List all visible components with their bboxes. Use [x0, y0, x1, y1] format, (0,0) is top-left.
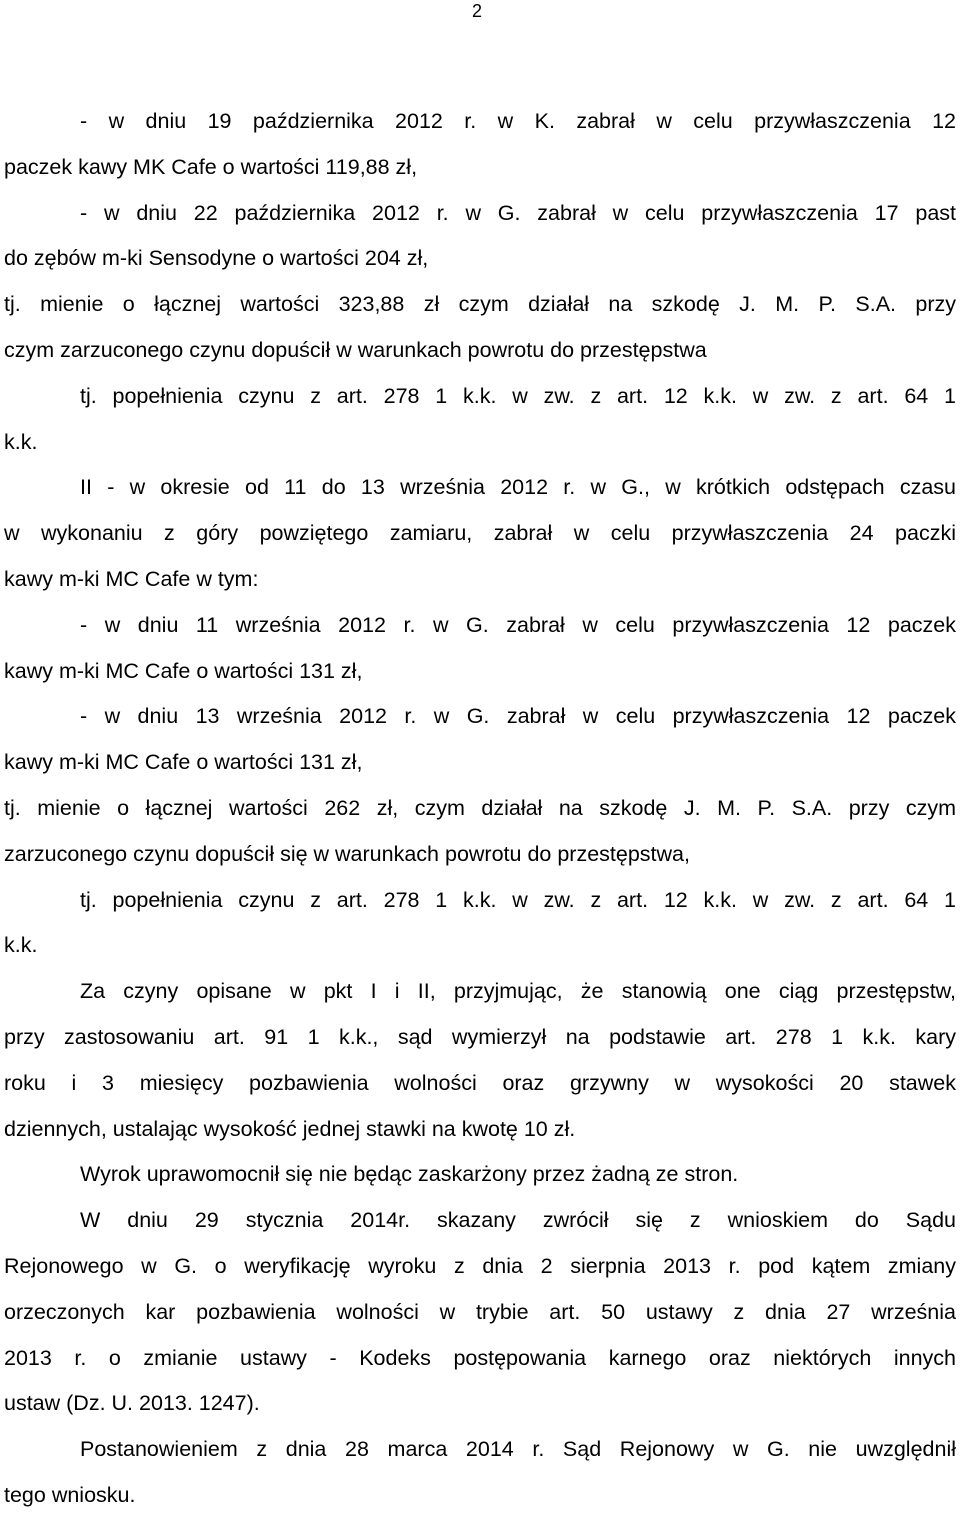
text-line: dziennych, ustalając wysokość jednej stawki na kwotę 10 zł.: [4, 1116, 576, 1141]
text-line: paczek kawy MK Cafe o wartości 119,88 zł,: [4, 154, 418, 179]
text-line: tj. popełnienia czynu z art. 278 1 k.k. w zw. z art. 12 k.k. w zw. z art. 64 1: [80, 383, 956, 408]
text-line: ustaw (Dz. U. 2013. 1247).: [4, 1391, 260, 1416]
document-body: [4, 99, 956, 1519]
text-line: przy zastosowaniu art. 91 1 k.k., sąd wymierzył na podstawie art. 278 1 k.k. kary: [4, 1024, 956, 1049]
text-line: tj. mienie o łącznej wartości 262 zł, czym działał na szkodę J. M. P. S.A. przy czym: [4, 795, 956, 820]
text-line: tego wniosku.: [4, 1482, 136, 1507]
text-line: czym zarzuconego czynu dopuścił w warunkach powrotu do przestępstwa: [4, 337, 707, 362]
text-line: 2013 r. o zmianie ustawy - Kodeks postępowania karnego oraz niektórych innych: [4, 1345, 956, 1370]
text-line: tj. popełnienia czynu z art. 278 1 k.k. w zw. z art. 12 k.k. w zw. z art. 64 1: [80, 887, 956, 912]
text-line: kawy m-ki MC Cafe o wartości 131 zł,: [4, 750, 363, 775]
text-line: W dniu 29 stycznia 2014r. skazany zwrócił się z wnioskiem do Sądu: [80, 1208, 956, 1233]
text-line: Rejonowego w G. o weryfikację wyroku z dnia 2 sierpnia 2013 r. pod kątem zmiany: [4, 1253, 956, 1278]
text-line: do zębów m-ki Sensodyne o wartości 204 zł,: [4, 246, 429, 271]
text-line: orzeczonych kar pozbawienia wolności w trybie art. 50 ustawy z dnia 27 września: [4, 1299, 956, 1324]
text-line: Wyrok uprawomocnił się nie będąc zaskarżony przez żadną ze stron.: [80, 1162, 739, 1187]
text-line: k.k.: [4, 429, 38, 454]
text-line: w wykonaniu z góry powziętego zamiaru, zabrał w celu przywłaszczenia 24 paczki: [4, 521, 956, 546]
text-line: - w dniu 22 października 2012 r. w G. zabrał w celu przywłaszczenia 17 past: [80, 200, 956, 225]
text-line: II - w okresie od 11 do 13 września 2012 r. w G., w krótkich odstępach czasu: [80, 475, 956, 500]
text-line: tj. mienie o łącznej wartości 323,88 zł czym działał na szkodę J. M. P. S.A. przy: [4, 292, 956, 317]
text-line: Za czyny opisane w pkt I i II, przyjmując, że stanowią one ciąg przestępstw,: [80, 979, 956, 1004]
text-line: kawy m-ki MC Cafe w tym:: [4, 566, 259, 591]
text-line: roku i 3 miesięcy pozbawienia wolności oraz grzywny w wysokości 20 stawek: [4, 1070, 956, 1095]
text-line: kawy m-ki MC Cafe o wartości 131 zł,: [4, 658, 363, 683]
text-line: Postanowieniem z dnia 28 marca 2014 r. Sąd Rejonowy w G. nie uwzględnił: [80, 1437, 956, 1462]
text-line: - w dniu 13 września 2012 r. w G. zabrał w celu przywłaszczenia 12 paczek: [80, 704, 956, 729]
text-line: - w dniu 19 października 2012 r. w K. zabrał w celu przywłaszczenia 12: [80, 109, 956, 133]
text-line: k.k.: [4, 933, 38, 958]
text-line: zarzuconego czynu dopuścił się w warunkach powrotu do przestępstwa,: [4, 841, 690, 866]
page-number: 2: [472, 1, 483, 21]
text-line: - w dniu 11 września 2012 r. w G. zabrał w celu przywłaszczenia 12 paczek: [80, 612, 956, 637]
